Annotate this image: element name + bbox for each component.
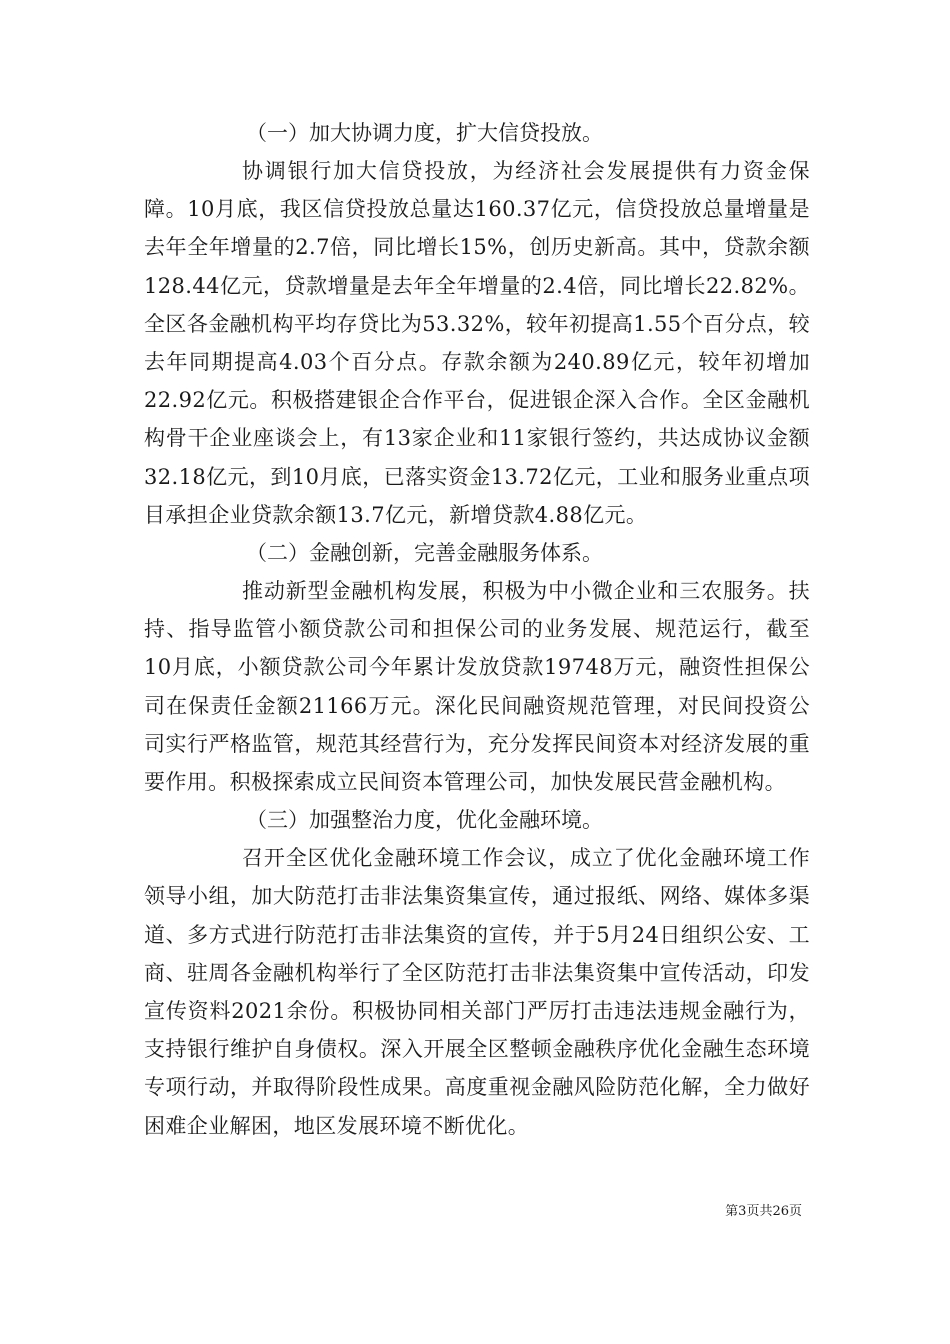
section-2-body: 推动新型金融机构发展，积极为中小微企业和三农服务。扶持、指导监管小额贷款公司和担保公司的业务发展、规范运行，截至10月底，小额贷款公司今年累计发放贷款19748万元，融资性担保公司在保责任金额21166万元。深化民间融资规范管理，对民间投资公司实行严格监管，规范其经营行为，充分发挥民间资本对经济发展的重要作用。积极探索成立民间资本管理公司，加快发展民营金融机构。 — [144, 579, 810, 795]
section-3-body: 召开全区优化金融环境工作会议，成立了优化金融环境工作领导小组，加大防范打击非法集资集宣传，通过报纸、网络、媒体多渠道、多方式进行防范打击非法集资的宣传，并于5月24日组织公安、工商、驻周各金融机构举行了全区防范打击非法集资集中宣传活动，印发宣传资料2021余份。积极协同相关部门严厉打击违法违规金融行为，支持银行维护自身债权。深入开展全区整顿金融秩序优化金融生态环境专项行动，并取得阶段性成果。高度重视金融风险防范化解，全力做好困难企业解困，地区发展环境不断优化。 — [144, 846, 810, 1138]
section-2-heading: （二）金融创新，完善金融服务体系。 — [246, 541, 603, 566]
section-1-body: 协调银行加大信贷投放，为经济社会发展提供有力资金保障。10月底，我区信贷投放总量达160.37亿元，信贷投放总量增量是去年全年增量的2.7倍，同比增长15%，创历史新高。其中，贷款余额128.44亿元，贷款增量是去年全年增量的2.4倍，同比增长22.82%。全区各金融机构平均存贷比为53.32%，较年初提高1.55个百分点，较去年同期提高4.03个百分点。存款余额为240.89亿元，较年初增加22.92亿元。积极搭建银企合作平台，促进银企深入合作。全区金融机构骨干企业座谈会上，有13家企业和11家银行签约，共达成协议金额32.18亿元，到10月底，已落实资金13.72亿元，工业和服务业重点项目承担企业贷款余额13.7亿元，新增贷款4.88亿元。 — [144, 159, 810, 527]
section-1-heading: （一）加大协调力度，扩大信贷投放。 — [246, 121, 603, 145]
document-page — [144, 114, 810, 1145]
section-3-heading: （三）加强整治力度，优化金融环境。 — [246, 808, 603, 833]
page-number: 第3页共26页 — [725, 1204, 802, 1219]
